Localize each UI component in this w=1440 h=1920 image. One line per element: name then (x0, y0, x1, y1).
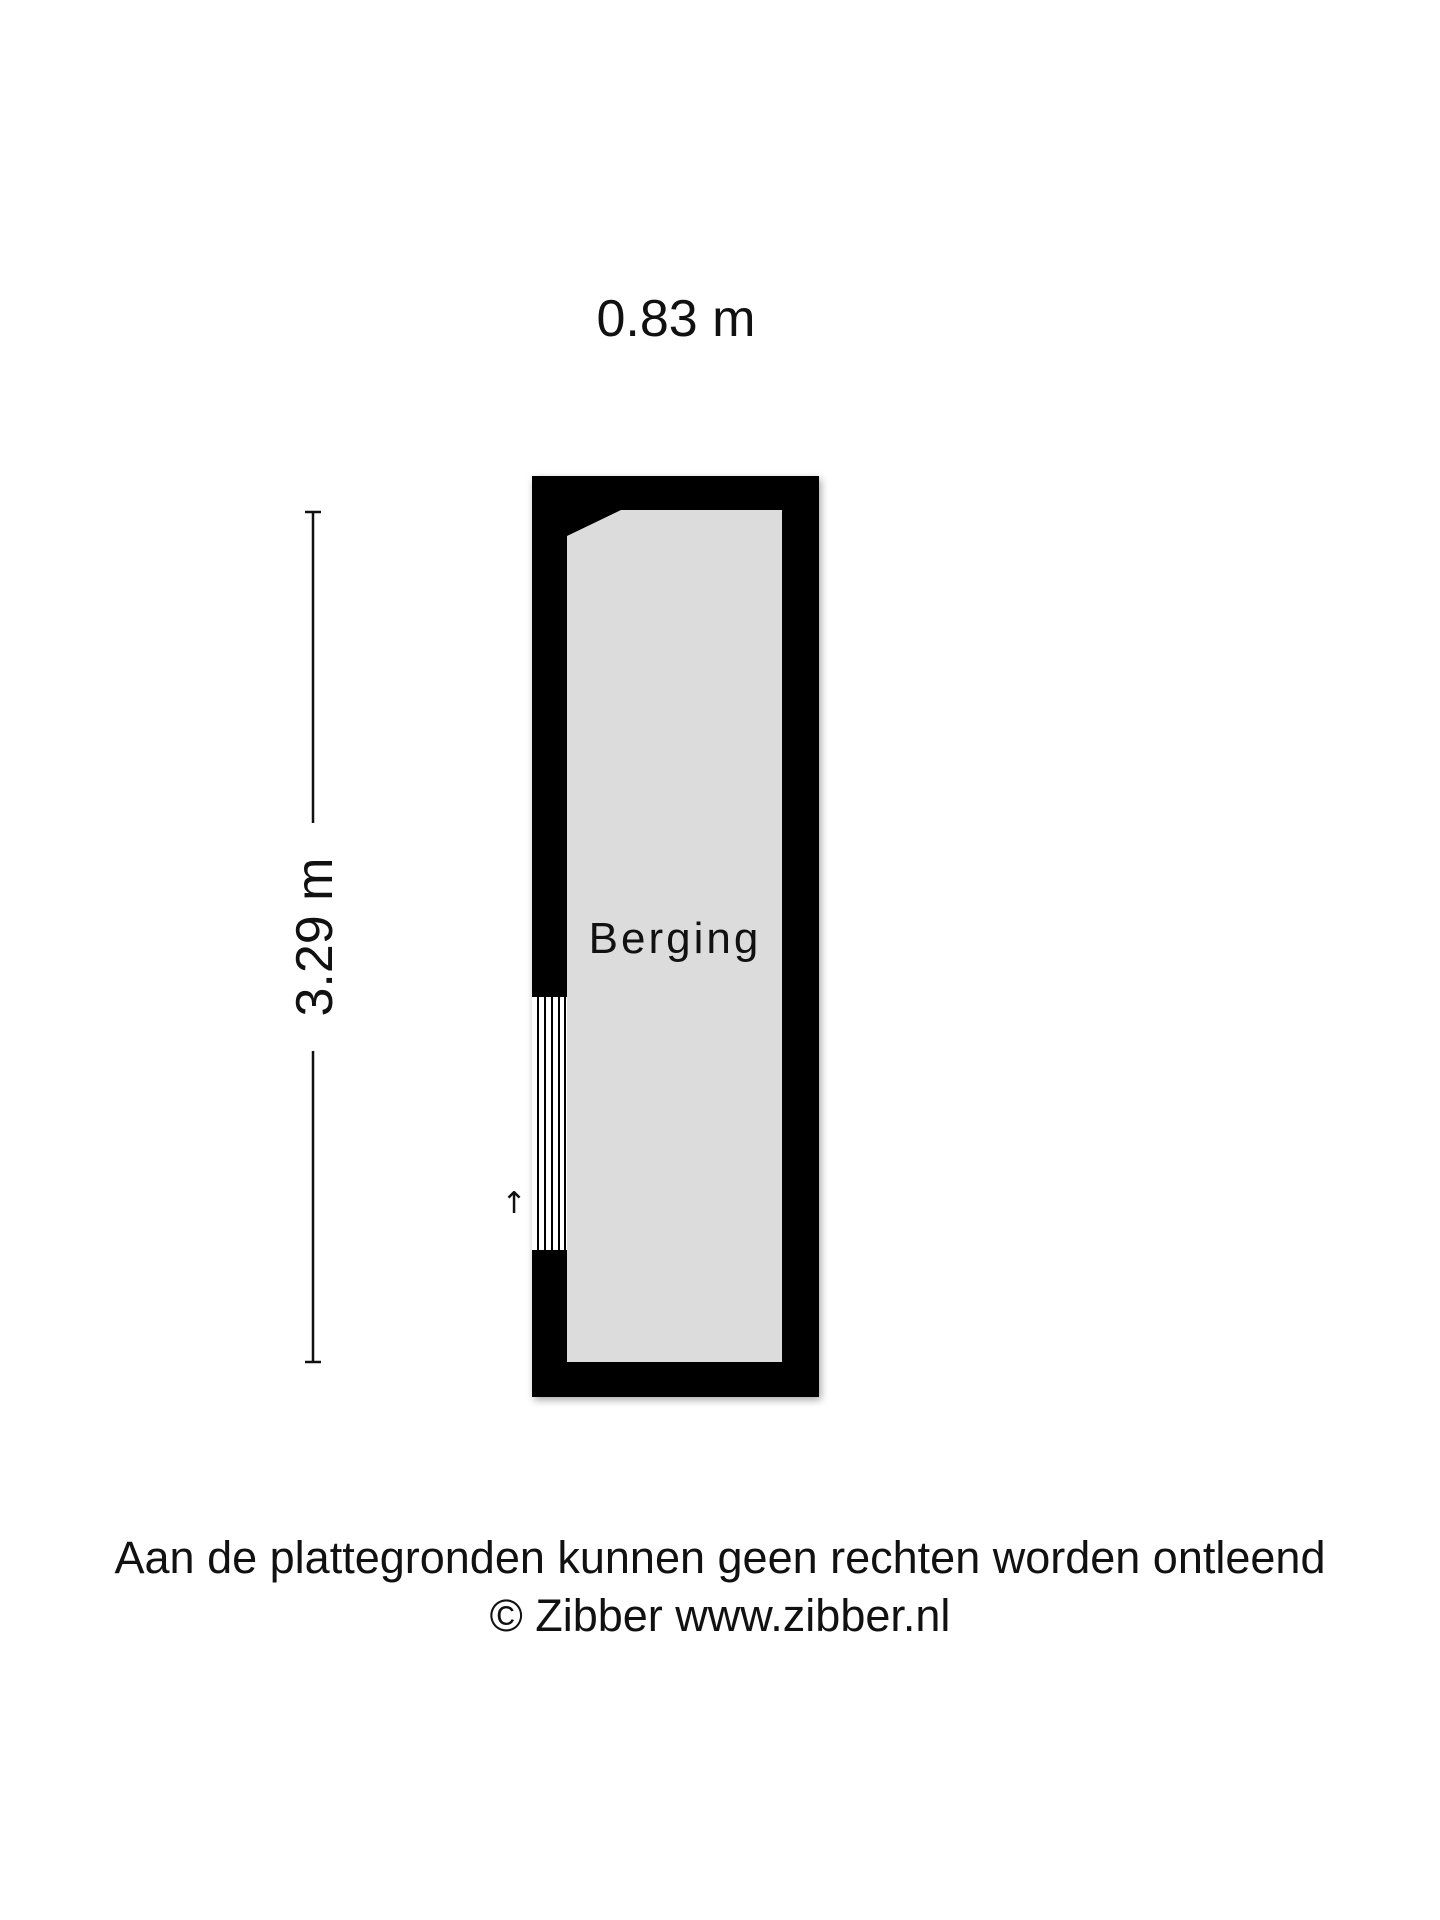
height-dimension-label: 3.29 m (286, 857, 344, 1017)
disclaimer-text: Aan de plattegronden kunnen geen rechten worden ontleend (114, 1532, 1326, 1583)
width-dimension-label: 0.83 m (596, 290, 756, 348)
door-opening (532, 996, 567, 1251)
copyright-text: © Zibber www.zibber.nl (489, 1590, 951, 1641)
room-label: Berging (588, 914, 762, 963)
door-arrow-icon: ↑ (501, 1186, 527, 1221)
